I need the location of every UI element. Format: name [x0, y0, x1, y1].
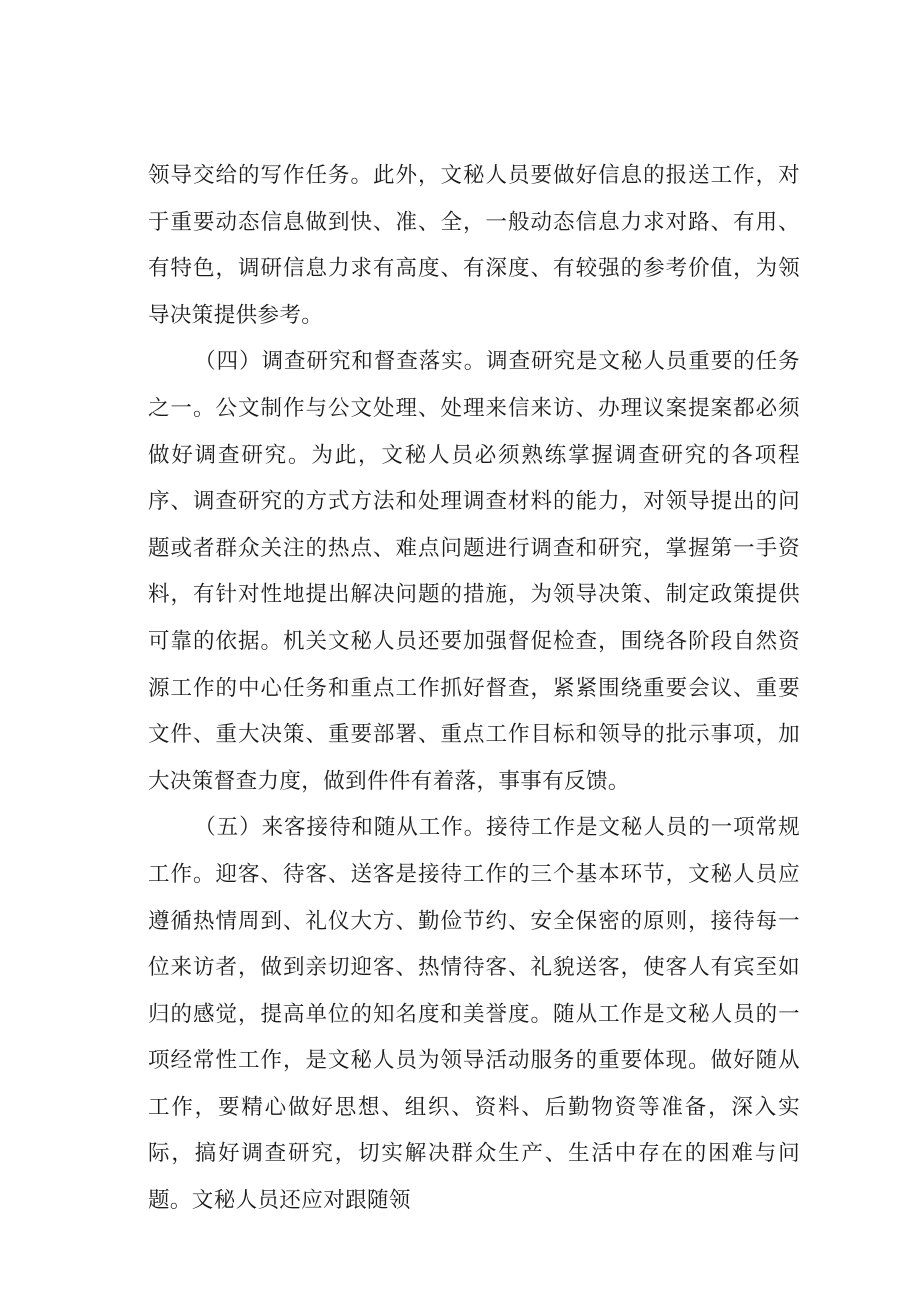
paragraph-section-five: （五）来客接待和随从工作。接待工作是文秘人员的一项常规工作。迎客、待客、送客是接待工作的三个基本环节，文秘人员应遵循热情周到、礼仪大方、勤俭节约、安全保密的原则，接待每一位来访者，做到亲切迎客、热情待客、礼貌送客，使客人有宾至如归的感觉，提高单位的知名度和美誉度。随从工作是文秘人员的一项经常性工作，是文秘人员为领导活动服务的重要体现。做好随从工作，要精心做好思想、组织、资料、后勤物资等准备，深入实际，搞好调查研究，切实解决群众生产、生活中存在的困难与问题。文秘人员还应对跟随领	[148, 815, 800, 1214]
document-body	[148, 153, 800, 1225]
paragraph-continuation: 领导交给的写作任务。此外，文秘人员要做好信息的报送工作，对于重要动态信息做到快、准、全，一般动态信息力求对路、有用、有特色，调研信息力求有高度、有深度、有较强的参考价值，为领导决策提供参考。	[148, 163, 800, 328]
paragraph-section-four: （四）调查研究和督查落实。调查研究是文秘人员重要的任务之一。公文制作与公文处理、处理来信来访、办理议案提案都必须做好调查研究。为此，文秘人员必须熟练掌握调查研究的各项程序、调查研究的方式方法和处理调查材料的能力，对领导提出的问题或者群众关注的热点、难点问题进行调查和研究，掌握第一手资料，有针对性地提出解决问题的措施，为领导决策、制定政策提供可靠的依据。机关文秘人员还要加强督促检查，围绕各阶段自然资源工作的中心任务和重点工作抓好督查，紧紧围绕重要会议、重要文件、重大决策、重要部署、重点工作目标和领导的批示事项，加大决策督查力度，做到件件有着落，事事有反馈。	[148, 349, 800, 794]
